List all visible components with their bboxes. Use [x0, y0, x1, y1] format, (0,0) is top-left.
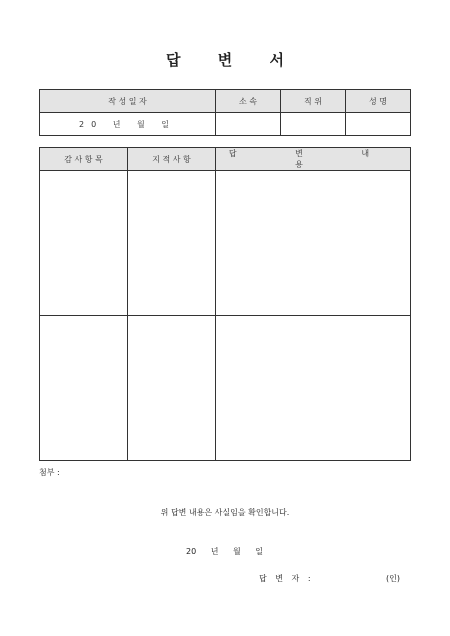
attachment-label: 첨부 : — [39, 468, 60, 477]
header-name: 성 명 — [346, 90, 411, 113]
signature-date: 20 년 월 일 — [186, 547, 263, 556]
response-table — [39, 147, 411, 461]
written-date-field[interactable] — [40, 113, 216, 136]
findings-cell[interactable] — [128, 171, 216, 316]
info-table — [39, 89, 411, 136]
response-cell[interactable] — [216, 316, 411, 461]
department-field[interactable] — [216, 113, 281, 136]
header-written-date: 작 성 일 자 — [40, 90, 216, 113]
title-char-1: 답 — [166, 51, 181, 69]
title-char-2: 변 — [217, 51, 233, 69]
title-char-3: 서 — [269, 51, 284, 69]
header-response-content-text: 답 변 내 용 — [228, 149, 398, 169]
document-title — [0, 49, 450, 70]
confirmation-text: 위 답변 내용은 사실임을 확인합니다. — [160, 508, 290, 517]
header-position: 직 위 — [281, 90, 346, 113]
response-cell[interactable] — [216, 171, 411, 316]
seal-mark: (인) — [386, 574, 400, 583]
findings-cell[interactable] — [128, 316, 216, 461]
position-field[interactable] — [281, 113, 346, 136]
header-audit-item: 감 사 항 목 — [40, 148, 128, 171]
header-department: 소 속 — [216, 90, 281, 113]
table-row — [40, 171, 411, 316]
name-field[interactable] — [346, 113, 411, 136]
answerer-label: 답 변 자 : — [259, 574, 314, 583]
header-response-content — [216, 148, 411, 171]
audit-item-cell[interactable] — [40, 316, 128, 461]
header-findings: 지 적 사 항 — [128, 148, 216, 171]
table-row — [40, 316, 411, 461]
written-date-value: 20 년 월 일 — [79, 119, 176, 129]
audit-item-cell[interactable] — [40, 171, 128, 316]
